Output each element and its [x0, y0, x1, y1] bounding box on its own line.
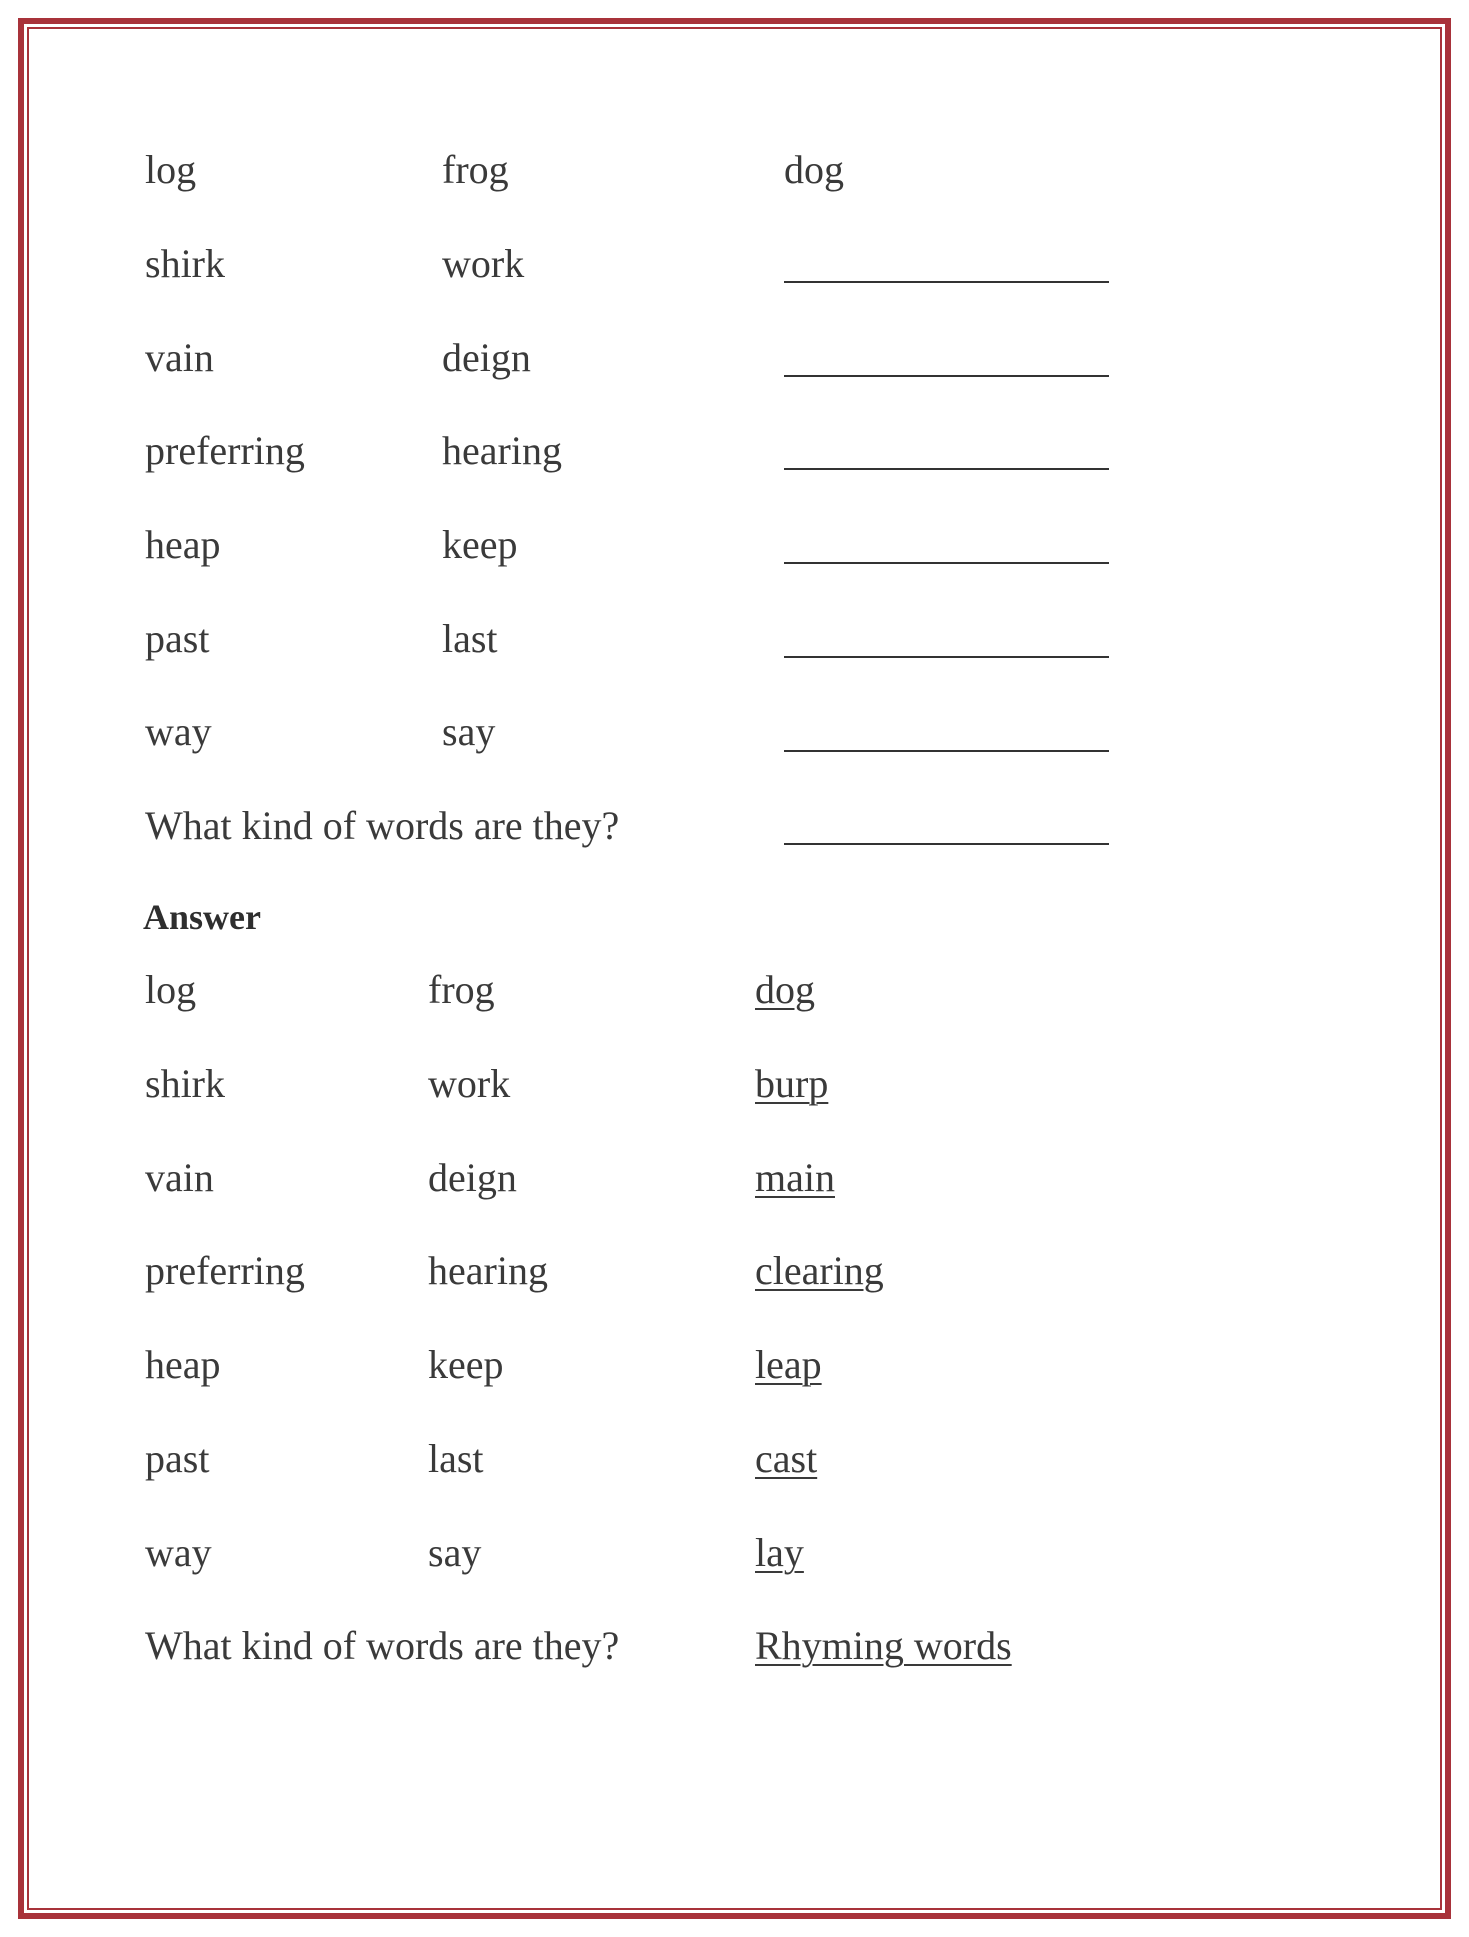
- exercise-word: deign: [442, 335, 531, 380]
- exercise-word: keep: [442, 522, 518, 567]
- answer-rhyme-word: main: [755, 1155, 835, 1200]
- answer-blank-line[interactable]: [784, 281, 1109, 283]
- answer-rhyme-word: lay: [755, 1530, 804, 1575]
- exercise-word: preferring: [145, 428, 305, 473]
- answer-word: say: [428, 1530, 482, 1575]
- exercise-word: shirk: [145, 241, 225, 286]
- exercise-word: heap: [145, 522, 221, 567]
- answer-word: log: [145, 967, 197, 1012]
- answer-rhyme-word: burp: [755, 1061, 829, 1106]
- exercise-word: work: [442, 241, 525, 286]
- answer-word: shirk: [145, 1061, 225, 1106]
- answer-question: What kind of words are they?: [145, 1623, 620, 1668]
- exercise-word: log: [145, 147, 197, 192]
- answer-blank-line[interactable]: [784, 562, 1109, 564]
- answer-rhyme-word: leap: [755, 1342, 822, 1387]
- exercise-word: last: [442, 616, 498, 661]
- exercise-word: past: [145, 616, 210, 661]
- answer-rhyme-word: dog: [755, 967, 815, 1012]
- exercise-word: hearing: [442, 428, 562, 473]
- answer-blank-line[interactable]: [784, 843, 1109, 845]
- answer-blank-line[interactable]: [784, 750, 1109, 752]
- answer-word: past: [145, 1436, 210, 1481]
- answer-word: hearing: [428, 1248, 548, 1293]
- exercise-question: What kind of words are they?: [145, 803, 620, 848]
- answer-word: heap: [145, 1342, 221, 1387]
- answer-word: vain: [145, 1155, 214, 1200]
- answer-word: last: [428, 1436, 484, 1481]
- exercise-example-word: dog: [784, 147, 844, 192]
- answer-blank-line[interactable]: [784, 375, 1109, 377]
- answer-word: deign: [428, 1155, 517, 1200]
- answer-word: keep: [428, 1342, 504, 1387]
- answer-blank-line[interactable]: [784, 468, 1109, 470]
- answer-heading: Answer: [143, 897, 261, 937]
- answer-word: way: [145, 1530, 212, 1575]
- answer-word: frog: [428, 967, 495, 1012]
- answer-rhyme-word: cast: [755, 1436, 818, 1481]
- answer-rhyme-word: clearing: [755, 1248, 884, 1293]
- exercise-word: frog: [442, 147, 509, 192]
- answer-word: work: [428, 1061, 511, 1106]
- answer-blank-line[interactable]: [784, 656, 1109, 658]
- exercise-word: way: [145, 709, 212, 754]
- exercise-word: say: [442, 709, 496, 754]
- exercise-word: vain: [145, 335, 214, 380]
- answer-question-response: Rhyming words: [755, 1623, 1012, 1668]
- answer-word: preferring: [145, 1248, 305, 1293]
